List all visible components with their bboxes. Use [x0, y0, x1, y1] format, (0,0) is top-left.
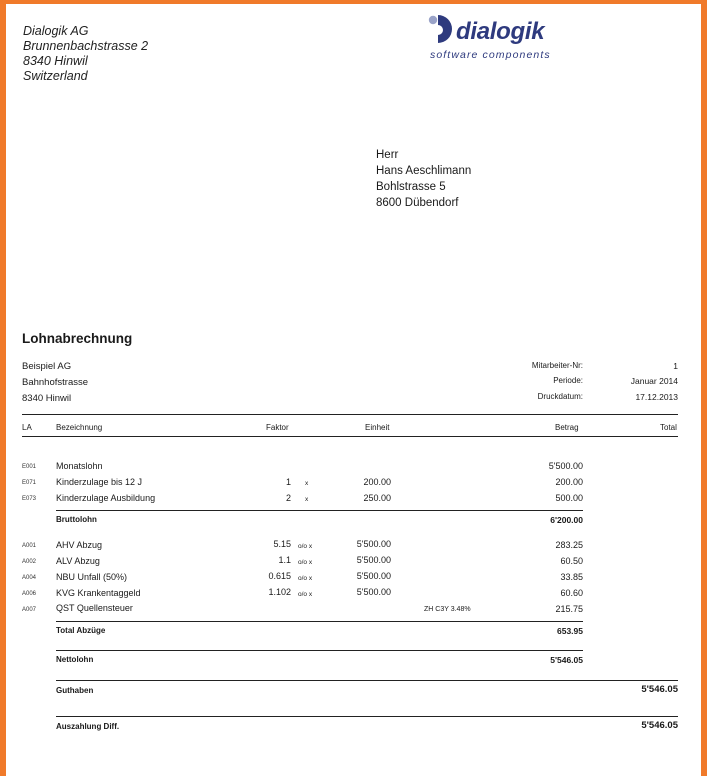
payslip-page: [6, 4, 701, 776]
gross-amount: 6'200.00: [550, 515, 583, 525]
row-factor: 1.1: [278, 555, 291, 565]
period-label: Periode:: [553, 376, 583, 385]
column-header-factor: Faktor: [266, 423, 289, 432]
row-description: QST Quellensteuer: [56, 603, 133, 613]
column-header-la: LA: [22, 423, 32, 432]
company-address: [22, 359, 88, 407]
row-amount: 283.25: [555, 540, 583, 550]
logo-wordmark: dialogik: [456, 18, 545, 45]
sender-street: Brunnenbachstrasse 2: [23, 39, 149, 53]
document-title: Lohnabrechnung: [22, 331, 133, 346]
period-value: Januar 2014: [630, 376, 678, 386]
recipient-city: 8600 Dübendorf: [376, 197, 459, 209]
row-unit: 250.00: [363, 493, 391, 503]
company-street: Bahnhofstrasse: [22, 377, 89, 388]
sender-country: Switzerland: [23, 69, 88, 83]
row-amount: 60.50: [560, 556, 583, 566]
gross-label: Bruttolohn: [56, 515, 97, 524]
credit-total: 5'546.05: [641, 684, 678, 695]
company-name: Beispiel AG: [22, 361, 72, 372]
net-rule: [56, 650, 583, 651]
row-amount: 215.75: [555, 604, 583, 614]
recipient-street: Bohlstrasse 5: [376, 181, 446, 193]
row-unit: 200.00: [363, 477, 391, 487]
row-amount: 500.00: [555, 493, 583, 503]
row-code: E073: [22, 496, 37, 502]
recipient-name: Hans Aeschlimann: [376, 165, 472, 177]
row-operator: x: [305, 480, 309, 487]
row-factor: 1.102: [268, 587, 291, 597]
table-top-rule: [22, 414, 678, 415]
column-header-description: Bezeichnung: [56, 423, 103, 432]
row-factor: 5.15: [273, 539, 291, 549]
row-unit: 5'500.00: [356, 555, 391, 565]
row-amount: 200.00: [555, 477, 583, 487]
net-amount: 5'546.05: [550, 655, 583, 665]
logo-tagline: software components: [430, 49, 551, 61]
row-description: Kinderzulage Ausbildung: [56, 493, 156, 503]
header-bottom-rule: [22, 436, 678, 437]
row-amount: 5'500.00: [548, 461, 583, 471]
total-deductions-label: Total Abzüge: [56, 626, 106, 635]
row-code: A006: [22, 591, 37, 597]
sender-city: 8340 Hinwil: [23, 54, 88, 68]
row-operator: x: [305, 496, 309, 503]
row-amount: 60.60: [560, 588, 583, 598]
row-description: NBU Unfall (50%): [56, 572, 128, 582]
row-operator: o/o x: [298, 591, 313, 598]
gross-rule: [56, 510, 583, 511]
column-header-amount: Betrag: [555, 423, 579, 432]
sender-address: [23, 24, 148, 84]
row-factor: 2: [285, 493, 291, 503]
total-deductions-amount: 653.95: [557, 626, 583, 636]
payout-label: Auszahlung Diff.: [56, 722, 120, 731]
logo-mark-icon: [428, 14, 454, 44]
net-label: Nettolohn: [56, 655, 94, 664]
row-description: KVG Krankentaggeld: [56, 588, 141, 598]
row-factor: 0.615: [268, 571, 291, 581]
row-code: A004: [22, 575, 37, 581]
row-description: Kinderzulage bis 12 J: [56, 477, 143, 487]
row-code: A001: [22, 543, 37, 549]
row-operator: o/o x: [298, 543, 313, 550]
row-unit: 5'500.00: [356, 539, 391, 549]
dialogik-logo: [428, 14, 568, 66]
row-operator: o/o x: [298, 559, 313, 566]
row-description: Monatslohn: [56, 461, 103, 471]
row-description: AHV Abzug: [56, 540, 103, 550]
recipient-address: [376, 147, 471, 211]
recipient-salutation: Herr: [376, 149, 399, 161]
row-unit: 5'500.00: [356, 587, 391, 597]
row-operator: o/o x: [298, 575, 313, 582]
row-code: A002: [22, 559, 37, 565]
payout-total: 5'546.05: [641, 720, 678, 731]
column-header-total: Total: [660, 423, 677, 432]
row-factor: 1: [285, 477, 291, 487]
row-tax-code: ZH C3Y 3.48%: [424, 606, 471, 613]
row-code: E071: [22, 480, 37, 486]
print-date-value: 17.12.2013: [635, 392, 678, 402]
company-city: 8340 Hinwil: [22, 393, 72, 404]
employee-number-value: 1: [673, 361, 678, 371]
payout-rule: [56, 716, 678, 717]
employee-number-label: Mitarbeiter-Nr:: [531, 361, 583, 370]
row-amount: 33.85: [560, 572, 583, 582]
sender-name: Dialogik AG: [23, 24, 89, 38]
row-code: A007: [22, 607, 37, 613]
credit-rule: [56, 680, 678, 681]
row-unit: 5'500.00: [356, 571, 391, 581]
row-description: ALV Abzug: [56, 556, 100, 566]
credit-label: Guthaben: [56, 686, 94, 695]
row-code: E001: [22, 464, 37, 470]
column-header-unit: Einheit: [365, 423, 390, 432]
print-date-label: Druckdatum:: [537, 392, 583, 401]
total-deductions-rule: [56, 621, 583, 622]
